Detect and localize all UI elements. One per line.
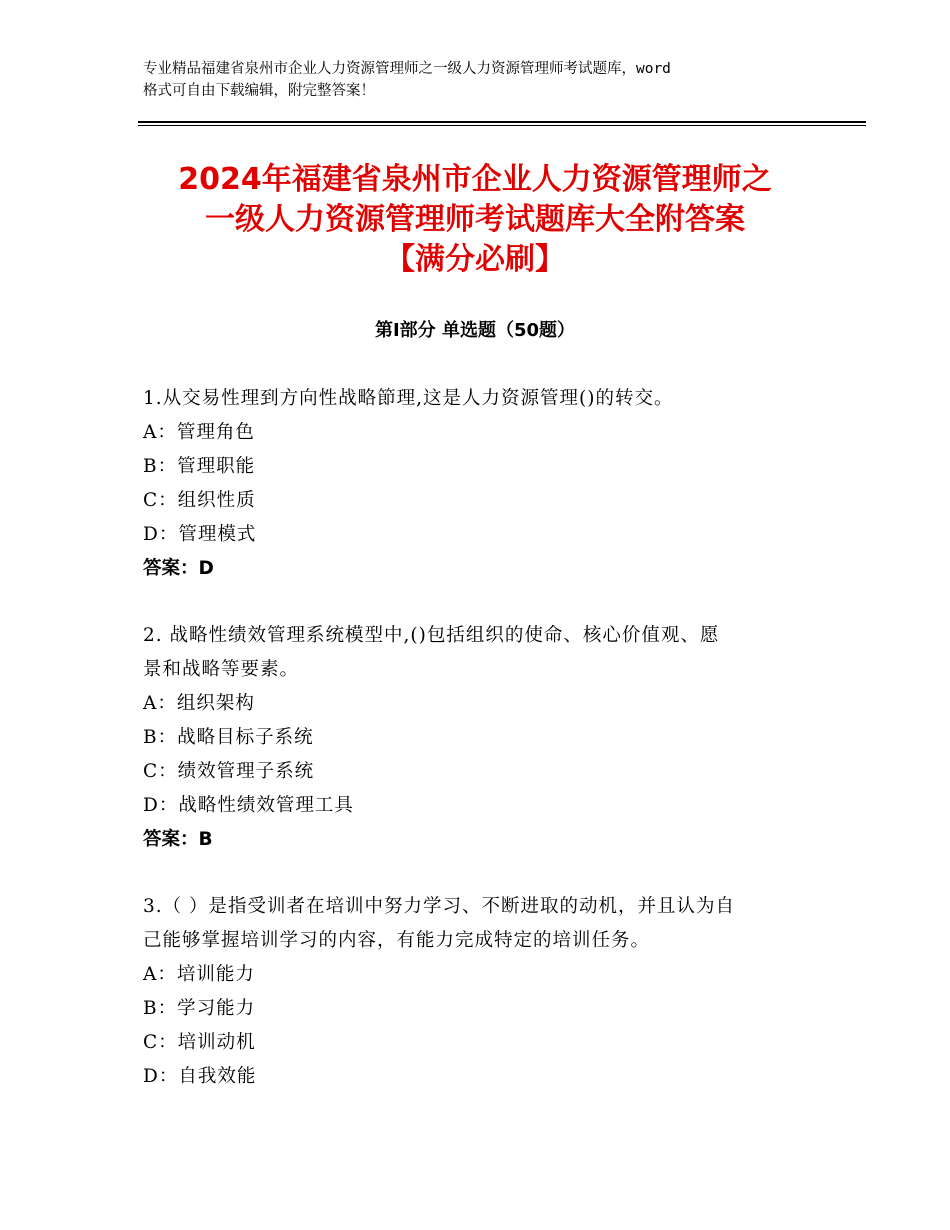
question-stem: 3.（ ）是指受训者在培训中努力学习、不断进取的动机，并且认为自 — [143, 896, 736, 917]
option-d: D：战略性绩效管理工具 — [143, 795, 354, 816]
option-b: B：管理职能 — [143, 456, 256, 477]
question-3 — [143, 890, 833, 1094]
answer-label: 答案：D — [143, 558, 214, 579]
title-line-2: 一级人力资源管理师考试题库大全附答案 — [205, 202, 745, 237]
title-line-3: 【满分必刷】 — [385, 242, 565, 277]
option-a: A：组织架构 — [143, 693, 255, 714]
option-b: B：学习能力 — [143, 998, 256, 1019]
section-title: 第Ⅰ部分 单选题（50题） — [374, 320, 575, 341]
answer-label: 答案：B — [143, 829, 213, 850]
option-d: D：管理模式 — [143, 524, 257, 545]
option-c: C：培训动机 — [143, 1032, 256, 1053]
header-note — [143, 58, 823, 102]
header-divider-thin — [138, 125, 866, 126]
header-note-line-1: 专业精品福建省泉州市企业人力资源管理师之一级人力资源管理师考试题库，word — [143, 61, 671, 77]
title-line-1: 2024年福建省泉州市企业人力资源管理师之 — [178, 162, 772, 197]
header-note-line-2: 格式可自由下载编辑，附完整答案！ — [143, 83, 375, 99]
question-1 — [143, 382, 833, 586]
question-stem-cont: 己能够掌握培训学习的内容，有能力完成特定的培训任务。 — [143, 930, 651, 951]
option-b: B：战略目标子系统 — [143, 727, 314, 748]
option-a: A：管理角色 — [143, 422, 255, 443]
header-divider-thick — [138, 121, 866, 123]
question-stem-cont: 景和战略等要素。 — [143, 659, 300, 680]
question-list — [143, 382, 833, 1094]
document-title — [120, 160, 830, 280]
option-a: A：培训能力 — [143, 964, 255, 985]
question-stem: 1.从交易性理到方向性战略節理,这是人力资源管理()的转交。 — [143, 388, 674, 409]
option-c: C：绩效管理子系统 — [143, 761, 315, 782]
option-c: C：组织性质 — [143, 490, 256, 511]
question-stem: 2. 战略性绩效管理系统模型中,()包括组织的使命、核心价值观、愿 — [143, 625, 720, 646]
option-d: D：自我效能 — [143, 1066, 257, 1087]
question-2 — [143, 619, 833, 857]
